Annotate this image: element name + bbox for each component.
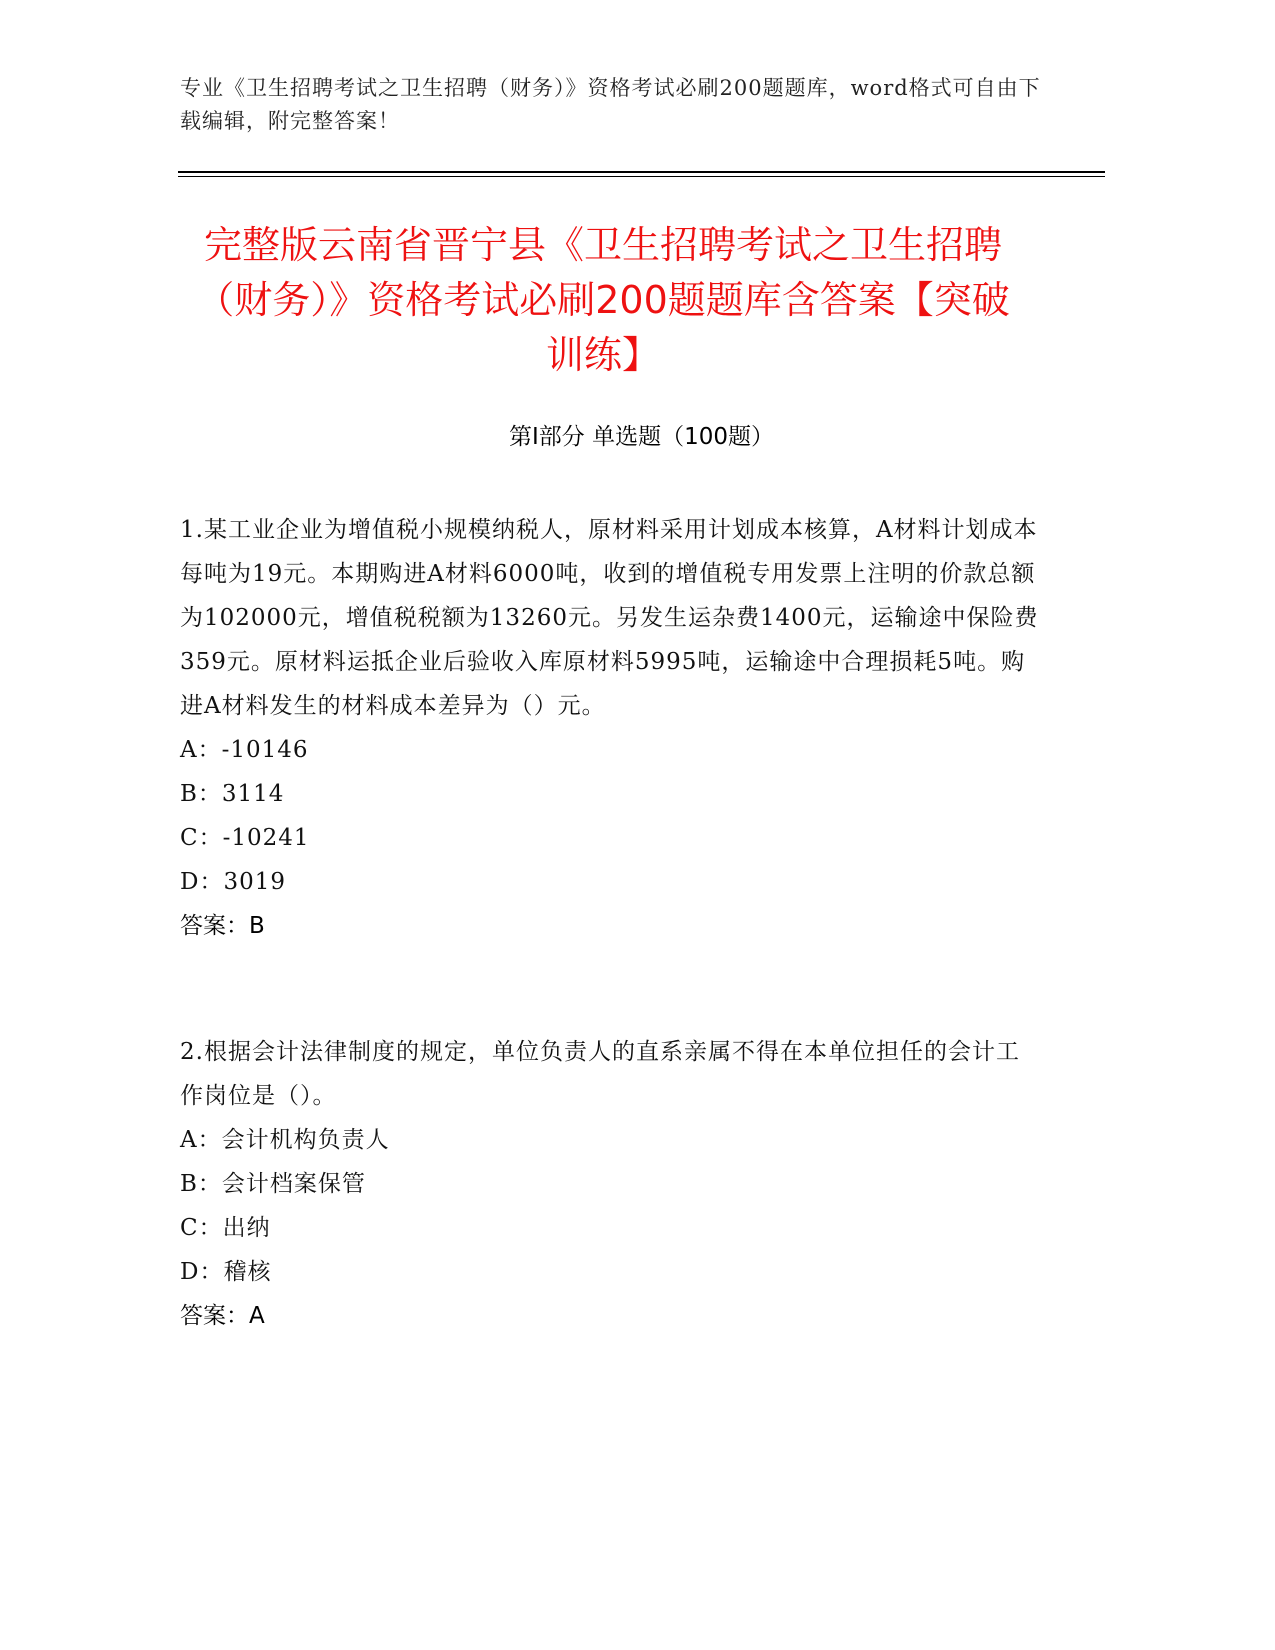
option-letter: C： — [180, 1215, 223, 1241]
question-2 — [180, 1030, 1040, 1338]
option-text: 会计档案保管 — [221, 1171, 366, 1197]
header-divider-thick — [178, 171, 1105, 173]
option-d — [180, 860, 1040, 904]
header-divider-thin — [178, 176, 1105, 177]
option-letter: B： — [180, 1171, 222, 1197]
document-title: 完整版云南省晋宁县《卫生招聘考试之卫生招聘（财务）》资格考试必刷200题题库含答案【突破训练】 — [196, 223, 1010, 377]
option-text: 3114 — [221, 781, 285, 807]
option-text: -10241 — [222, 825, 310, 851]
option-text: 3019 — [223, 869, 286, 895]
option-d — [180, 1250, 1040, 1294]
option-b — [180, 772, 1040, 816]
option-a — [180, 728, 1040, 772]
option-text: 稽核 — [223, 1259, 272, 1285]
answer-line: 答案：A — [180, 1303, 265, 1329]
option-b — [180, 1162, 1040, 1206]
option-letter: A： — [180, 737, 222, 763]
option-a — [180, 1118, 1040, 1162]
option-text: 出纳 — [222, 1215, 271, 1241]
option-letter: B： — [180, 781, 222, 807]
question-stem: 2.根据会计法律制度的规定，单位负责人的直系亲属不得在本单位担任的会计工作岗位是（）。 — [180, 1039, 1020, 1109]
option-letter: D： — [180, 869, 224, 895]
section-heading: 第Ⅰ部分 单选题（100题） — [509, 424, 774, 450]
option-letter: D： — [180, 1259, 224, 1285]
option-c — [180, 1206, 1040, 1250]
option-letter: A： — [180, 1127, 222, 1153]
answer-line: 答案：B — [180, 913, 265, 939]
header-note: 专业《卫生招聘考试之卫生招聘（财务）》资格考试必刷200题题库，word格式可自由下载编辑，附完整答案！ — [180, 76, 1041, 133]
option-letter: C： — [180, 825, 223, 851]
question-1 — [180, 508, 1040, 948]
option-text: -10146 — [221, 737, 309, 763]
option-c — [180, 816, 1040, 860]
option-text: 会计机构负责人 — [221, 1127, 390, 1153]
question-stem: 1.某工业企业为增值税小规模纳税人，原材料采用计划成本核算，A材料计划成本每吨为19元。本期购进A材料6000吨，收到的增值税专用发票上注明的价款总额为102000元，增值税税额为13260元。另发生运杂费1400元，运输途中保险费359元。原材料运抵企业后验收入库原材料5995吨，运输途中合理损耗5吨。购进A材料发生的材料成本差异为（）元。 — [180, 517, 1039, 719]
